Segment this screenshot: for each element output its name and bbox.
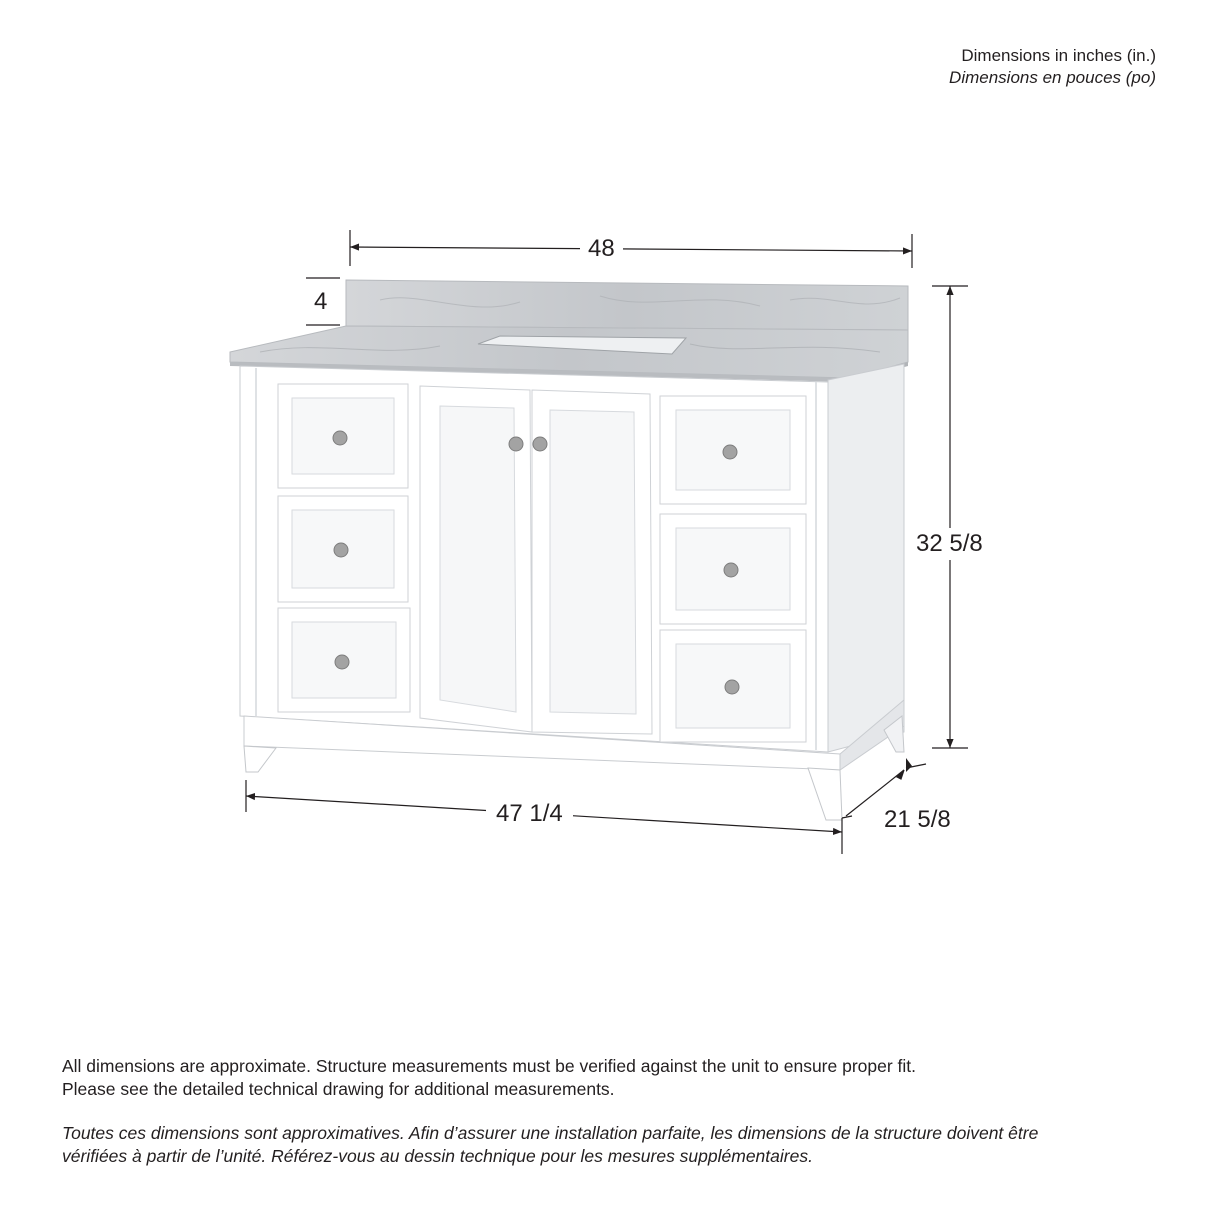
left-drawers xyxy=(278,384,410,712)
disclaimer-fr-line1: Toutes ces dimensions sont approximatives. Afin d’assurer une installation parfaite, les dimensions de la structure doivent être xyxy=(62,1123,1039,1143)
dim-depth-ext-bottom xyxy=(842,816,852,818)
knob xyxy=(724,563,738,577)
knob xyxy=(723,445,737,459)
leg-front-left xyxy=(244,746,276,772)
leg-front-right xyxy=(808,768,842,820)
backsplash xyxy=(346,280,908,330)
knob xyxy=(335,655,349,669)
knob xyxy=(509,437,523,451)
disclaimer-en-line2: Please see the detailed technical drawing for additional measurements. xyxy=(62,1079,615,1099)
dim-depth-label: 21 5/8 xyxy=(884,806,951,833)
dim-base-width-label: 47 1/4 xyxy=(486,800,573,828)
dim-backsplash-label: 4 xyxy=(314,288,328,315)
units-note-en: Dimensions in inches (in.) xyxy=(961,46,1156,65)
disclaimer-fr-line2: vérifiées à partir de l’unité. Référez-vous au dessin technique pour les mesures supplémentaires. xyxy=(62,1146,813,1166)
disclaimer-en-line1: All dimensions are approximate. Structure measurements must be verified against the unit to ensure proper fit. xyxy=(62,1056,917,1076)
dim-top-width-label: 48 xyxy=(580,235,623,263)
knob xyxy=(533,437,547,451)
knob xyxy=(333,431,347,445)
cabinet-side xyxy=(828,364,904,752)
knob xyxy=(725,680,739,694)
dim-top-width-line xyxy=(350,247,912,251)
knob xyxy=(334,543,348,557)
right-drawers xyxy=(660,396,806,742)
units-note-fr: Dimensions en pouces (po) xyxy=(949,68,1156,87)
center-doors xyxy=(420,386,652,734)
vanity-illustration xyxy=(230,280,908,820)
disclaimer-notes xyxy=(62,1055,1162,1168)
dim-height-label: 32 5/8 xyxy=(912,528,987,560)
